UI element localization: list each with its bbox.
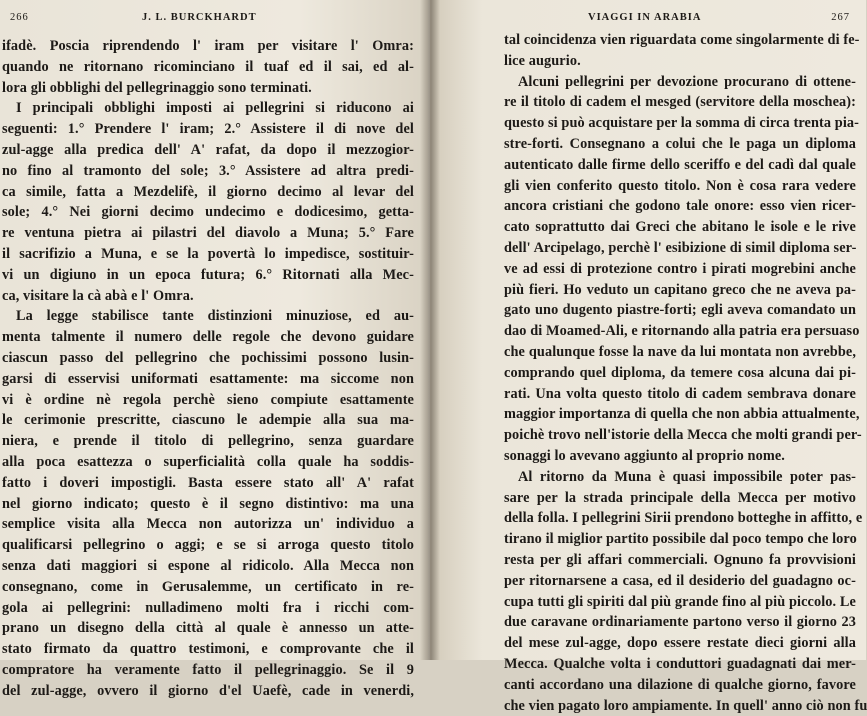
- text-line: no fino al tramonto del sole; 3.° Assistere ad altra predi-: [2, 161, 414, 182]
- text-line: della folla. I pellegrini Sirii prendono botteghe in affitto, e: [504, 508, 856, 529]
- left-page: [0, 0, 428, 660]
- text-line: niera, e prende il titolo di pellegrino, senza guardare: [2, 431, 414, 452]
- text-line: lora gli obblighi del pellegrinaggio sono terminati.: [2, 78, 414, 99]
- text-line: nel giorno indicato; questo è il segno distintivo: ma una: [2, 494, 414, 515]
- text-line: per ritornarsene a casa, ed il desiderio del guadagno oc-: [504, 571, 856, 592]
- right-page: [430, 0, 866, 660]
- text-line: re ventuna pietra ai pilastri del diavolo a Muna; 5.° Fare: [2, 223, 414, 244]
- text-line: Mecca. Qualche volta i conduttori guadagnati dai mer-: [504, 654, 856, 675]
- text-line: questo si può acquistare per la somma di circa trenta pia-: [504, 113, 856, 134]
- text-line: ve ad essi di protezione contro i pirati mogrebini anche: [504, 259, 856, 280]
- text-line: seguenti: 1.° Prendere l' iram; 2.° Assistere il di nove del: [2, 119, 414, 140]
- text-line: garsi di esservisi uniformati esattamente: ma siccome non: [2, 369, 414, 390]
- text-line: alla poca esattezza o superficialità colla quale ha soddis-: [2, 452, 414, 473]
- text-line: cupa tutti gli spiriti dal più grande fino al più piccolo. Le: [504, 592, 856, 613]
- text-line: I principali obblighi imposti ai pellegrini si riducono ai: [2, 98, 414, 119]
- text-line: Alcuni pellegrini per devozione procurano di ottene-: [504, 72, 856, 93]
- book-gutter: [420, 0, 440, 660]
- left-running-head: J. L. BURCKHARDT: [142, 12, 257, 23]
- text-line: che qualunque fosse la nave da lui montata non avrebbe,: [504, 342, 856, 363]
- text-line: re il titolo di cadem el mesged (servitore della moschea):: [504, 92, 856, 113]
- text-line: gola ai pellegrini: nulladimeno molti fra i ricchi com-: [2, 598, 414, 619]
- text-line: ca simile, fatta a Mezdelifè, il giorno decimo al levar del: [2, 182, 414, 203]
- text-line: rati. Una volta questo titolo di cadem sembrava donare: [504, 384, 856, 405]
- text-line: del mese zul-agge, dopo essere restate dieci giorni alla: [504, 633, 856, 654]
- text-line: comprando quel diploma, da temere cosa alcuna dai pi-: [504, 363, 856, 384]
- text-line: Al ritorno da Muna è quasi impossibile poter pas-: [504, 467, 856, 488]
- text-line: menta talmente il numero delle regole che devono guidare: [2, 327, 414, 348]
- text-line: quando ne ritornano ricominciano il tuaf ed il sai, ed al-: [2, 57, 414, 78]
- text-line: ciascun passo del pellegrino che pochissimi possono lusin-: [2, 348, 414, 369]
- text-line: lice augurio.: [504, 51, 856, 72]
- text-line: del zul-agge, ovvero il giorno d'el Uaefè, cade in venerdi,: [2, 681, 414, 702]
- text-line: due caravane ordinariamente partono verso il giorno 23: [504, 612, 856, 633]
- right-running-head: VIAGGI IN ARABIA: [588, 12, 701, 23]
- left-page-number: 266: [10, 12, 29, 23]
- text-line: La legge stabilisce tante distinzioni minuziose, ed au-: [2, 306, 414, 327]
- text-line: ifadè. Poscia riprendendo l' iram per visitare l' Omra:: [2, 36, 414, 57]
- text-line: che vien pagato loro ampiamente. In quell' anno ciò non fu: [504, 696, 856, 716]
- text-line: resta per gli affari commerciali. Ognuno fa provvisioni: [504, 550, 856, 571]
- text-line: dell' Arcipelago, perchè l' esibizione di simil diploma ser-: [504, 238, 856, 259]
- text-line: vi è ordine nè regola perchè sieno compiute esattamente: [2, 390, 414, 411]
- text-line: dao di Moamed-Ali, e ritornando alla patria era persuaso: [504, 321, 856, 342]
- text-line: vi un digiuno in un epoca futura; 6.° Ritornati alla Mec-: [2, 265, 414, 286]
- text-line: sole; 4.° Nei giorni decimo undecimo e dodicesimo, getta-: [2, 202, 414, 223]
- text-line: sare per la strada principale della Mecca per motivo: [504, 488, 856, 509]
- text-line: il sacrifizio a Muna, e se la povertà lo impedisce, sostituir-: [2, 244, 414, 265]
- text-line: ancora cristiani che godono tale onore: esso vien ricer-: [504, 196, 856, 217]
- right-page-text: [504, 30, 856, 716]
- text-line: fatto i doveri impostigli. Basta essere stato all' A' rafat: [2, 473, 414, 494]
- text-line: stre-forti. Consegnano a colui che le paga un diploma: [504, 134, 856, 155]
- text-line: stato firmato da quattro testimoni, e comprovante che il: [2, 639, 414, 660]
- text-line: più fieri. Ho veduto un capitano greco che ne aveva pa-: [504, 280, 856, 301]
- text-line: zul-agge alla predica dell' A' rafat, da dopo il mezzogior-: [2, 140, 414, 161]
- text-line: maggior importanza di quella che non abbia attualmente,: [504, 404, 856, 425]
- text-line: cato soprattutto dai Greci che abitano le isole e le rive: [504, 217, 856, 238]
- text-line: ca, visitare la cà abà e l' Omra.: [2, 286, 414, 307]
- text-line: tal coincidenza vien riguardata come singolarmente di fe-: [504, 30, 856, 51]
- text-line: gato uno dugento piastre-forti; egli aveva comandato un: [504, 300, 856, 321]
- text-line: canti accordano una dilazione di qualche giorno, favore: [504, 675, 856, 696]
- right-page-number: 267: [831, 12, 850, 23]
- text-line: sonaggi lo avevano aggiunto al proprio nome.: [504, 446, 856, 467]
- right-page-header: [500, 12, 850, 26]
- text-line: compratore ha veramente fatto il pellegrinaggio. Se il 9: [2, 660, 414, 681]
- left-page-header: [10, 12, 415, 26]
- text-line: semplice visita alla Mecca non autorizza un' individuo a: [2, 514, 414, 535]
- text-line: consegnano, come in Gerusalemme, un certificato in re-: [2, 577, 414, 598]
- text-line: gli vien conferito questo titolo. Non è cosa rara vedere: [504, 176, 856, 197]
- left-page-text: [2, 36, 414, 702]
- text-line: tirano il miglior partito possibile dal poco tempo che loro: [504, 529, 856, 550]
- text-line: le cerimonie prescritte, ciascuno le adempie alla sua ma-: [2, 410, 414, 431]
- text-line: qualificarsi pellegrino o aggi; e se si arroga questo titolo: [2, 535, 414, 556]
- text-line: autenticato dalle firme dello sceriffo e del cadì dal quale: [504, 155, 856, 176]
- text-line: senza dati maggiori si espone al ridicolo. Alla Mecca non: [2, 556, 414, 577]
- text-line: poichè trovo nell'istorie della Mecca che molti grandi per-: [504, 425, 856, 446]
- text-line: prano un disegno della città al quale è annesso un atte-: [2, 618, 414, 639]
